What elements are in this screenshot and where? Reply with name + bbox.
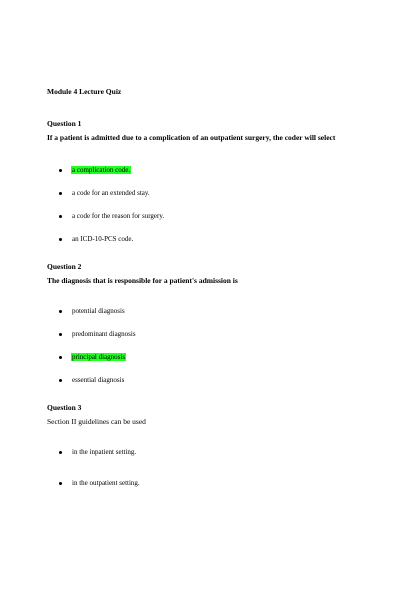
option-label: in the outpatient setting. xyxy=(72,479,140,487)
option-label: a code for the reason for surgery. xyxy=(72,212,165,220)
bullet-icon xyxy=(59,238,62,241)
question-1-option-4 xyxy=(59,233,134,245)
question-1-option-3 xyxy=(59,210,165,222)
option-label: principal diagnosis xyxy=(72,353,126,361)
option-label: a code for an extended stay. xyxy=(72,189,150,197)
question-1-option-2 xyxy=(59,187,151,199)
page-title: Module 4 Lecture Quiz xyxy=(47,87,122,96)
question-3-heading: Question 3 xyxy=(47,403,82,412)
option-label: predominant diagnosis xyxy=(72,330,136,338)
question-3-prompt: Section II guidelines can be used xyxy=(47,417,146,426)
question-1-heading: Question 1 xyxy=(47,119,82,128)
bullet-icon xyxy=(59,356,62,359)
option-label: a complication code. xyxy=(72,166,131,174)
question-2-option-4 xyxy=(59,374,125,386)
option-label: essential diagnosis xyxy=(72,376,125,384)
bullet-icon xyxy=(59,379,62,382)
bullet-icon xyxy=(59,333,62,336)
bullet-icon xyxy=(59,192,62,195)
bullet-icon xyxy=(59,451,62,454)
question-2-option-2 xyxy=(59,328,137,340)
bullet-icon xyxy=(59,169,62,172)
question-1-prompt: If a patient is admitted due to a complication of an outpatient surgery, the coder will select xyxy=(47,133,336,142)
option-label: an ICD-10-PCS code. xyxy=(72,235,134,243)
question-2-option-1 xyxy=(59,305,126,317)
option-label: in the inpatient setting. xyxy=(72,448,137,456)
question-3-option-2 xyxy=(59,477,141,489)
question-2-heading: Question 2 xyxy=(47,262,82,271)
bullet-icon xyxy=(59,215,62,218)
option-label: potential diagnosis xyxy=(72,307,125,315)
bullet-icon xyxy=(59,482,62,485)
question-2-prompt: The diagnosis that is responsible for a patient's admission is xyxy=(47,276,238,285)
question-3-option-1 xyxy=(59,446,137,458)
bullet-icon xyxy=(59,310,62,313)
question-2-option-3 xyxy=(59,351,126,363)
question-1-option-1 xyxy=(59,164,131,176)
